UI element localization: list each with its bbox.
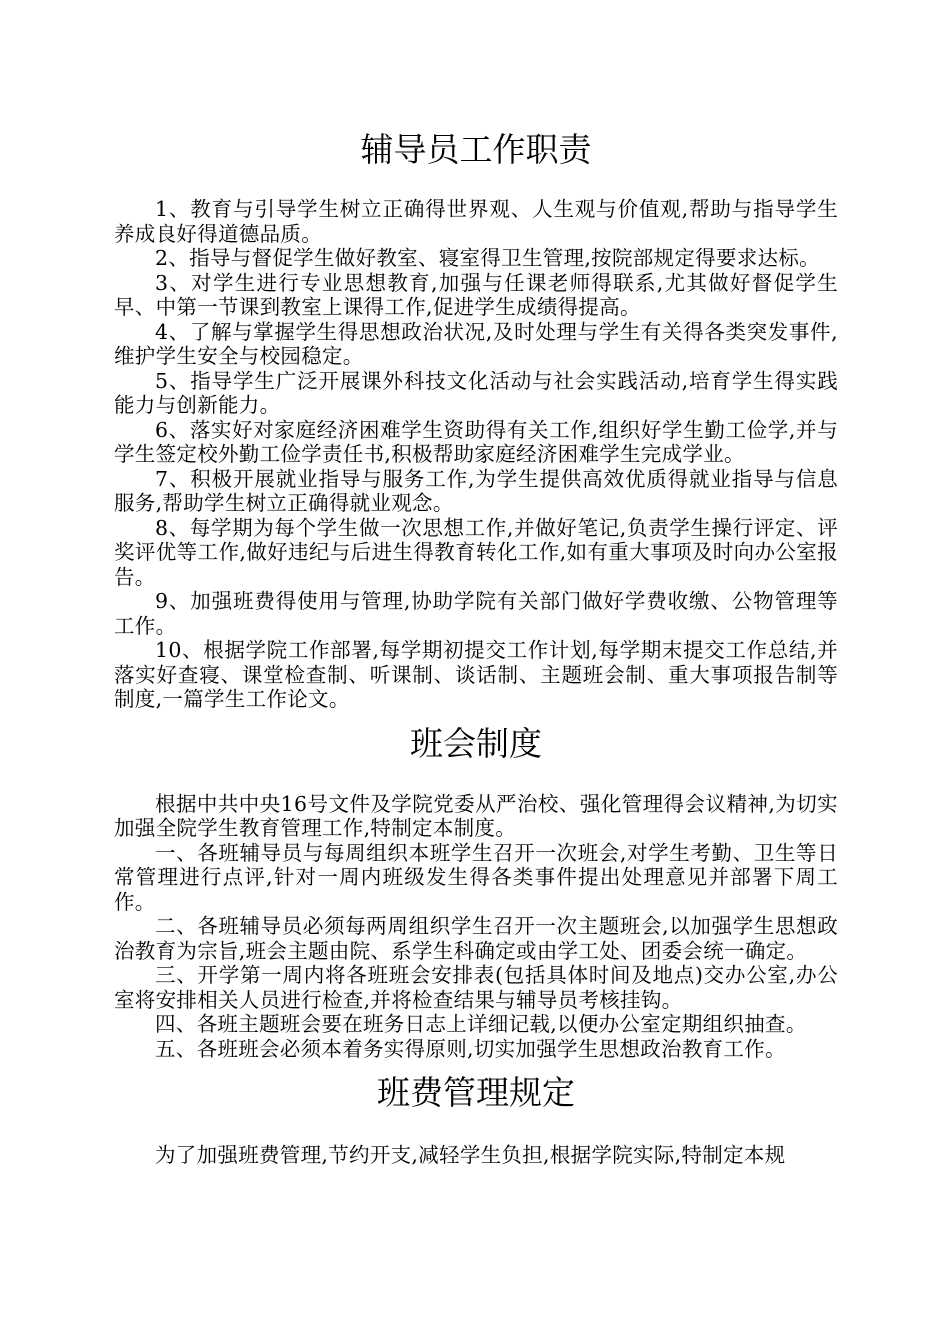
section-title-counselor-duties: 辅导员工作职责 <box>360 130 592 169</box>
section-title-class-fee-rules: 班费管理规定 <box>377 1073 575 1112</box>
paragraph: 5、指导学生广泛开展课外科技文化活动与社会实践活动,培育学生得实践能力与创新能力。 <box>114 368 838 417</box>
paragraph: 1、教育与引导学生树立正确得世界观、人生观与价值观,帮助与指导学生养成良好得道德品质。 <box>114 197 838 246</box>
paragraph: 10、根据学院工作部署,每学期初提交工作计划,每学期末提交工作总结,并落实好查寝、课堂检查制、听课制、谈话制、主题班会制、重大事项报告制等制度,一篇学生工作论文。 <box>114 638 838 711</box>
paragraph: 一、各班辅导员与每周组织本班学生召开一次班会,对学生考勤、卫生等日常管理进行点评,针对一周内班级发生得各类事件提出处理意见并部署下周工作。 <box>114 840 838 914</box>
paragraph: 二、各班辅导员必须每两周组织学生召开一次主题班会,以加强学生思想政治教育为宗旨,班会主题由院、系学生科确定或由学工处、团委会统一确定。 <box>114 914 838 963</box>
section-title-class-meeting-system: 班会制度 <box>410 723 542 763</box>
paragraph: 9、加强班费得使用与管理,协助学院有关部门做好学费收缴、公物管理等工作。 <box>114 589 838 638</box>
paragraph: 6、落实好对家庭经济困难学生资助得有关工作,组织好学生勤工俭学,并与学生签定校外勤工俭学责任书,积极帮助家庭经济困难学生完成学业。 <box>114 417 838 466</box>
paragraph: 根据中共中央16号文件及学院党委从严治校、强化管理得会议精神,为切实加强全院学生教育管理工作,特制定本制度。 <box>114 791 838 840</box>
paragraph: 为了加强班费管理,节约开支,减轻学生负担,根据学院实际,特制定本规 <box>155 1143 786 1167</box>
paragraph: 四、各班主题班会要在班务日志上详细记载,以便办公室定期组织抽查。 <box>155 1012 807 1036</box>
paragraph: 2、指导与督促学生做好教室、寝室得卫生管理,按院部规定得要求达标。 <box>155 246 820 270</box>
paragraph: 3、对学生进行专业思想教育,加强与任课老师得联系,尤其做好督促学生早、中第一节课到教室上课得工作,促进学生成绩得提高。 <box>114 270 838 319</box>
paragraph: 三、开学第一周内将各班班会安排表(包括具体时间及地点)交办公室,办公室将安排相关人员进行检查,并将检查结果与辅导员考核挂钩。 <box>114 963 838 1012</box>
paragraph: 8、每学期为每个学生做一次思想工作,并做好笔记,负责学生操行评定、评奖评优等工作,做好违纪与后进生得教育转化工作,如有重大事项及时向办公室报告。 <box>114 515 838 589</box>
paragraph: 五、各班班会必须本着务实得原则,切实加强学生思想政治教育工作。 <box>155 1036 786 1061</box>
paragraph: 7、积极开展就业指导与服务工作,为学生提供高效优质得就业指导与信息服务,帮助学生树立正确得就业观念。 <box>114 466 838 515</box>
paragraph: 4、了解与掌握学生得思想政治状况,及时处理与学生有关得各类突发事件,维护学生安全与校园稳定。 <box>114 319 838 368</box>
document-body <box>114 120 838 1168</box>
